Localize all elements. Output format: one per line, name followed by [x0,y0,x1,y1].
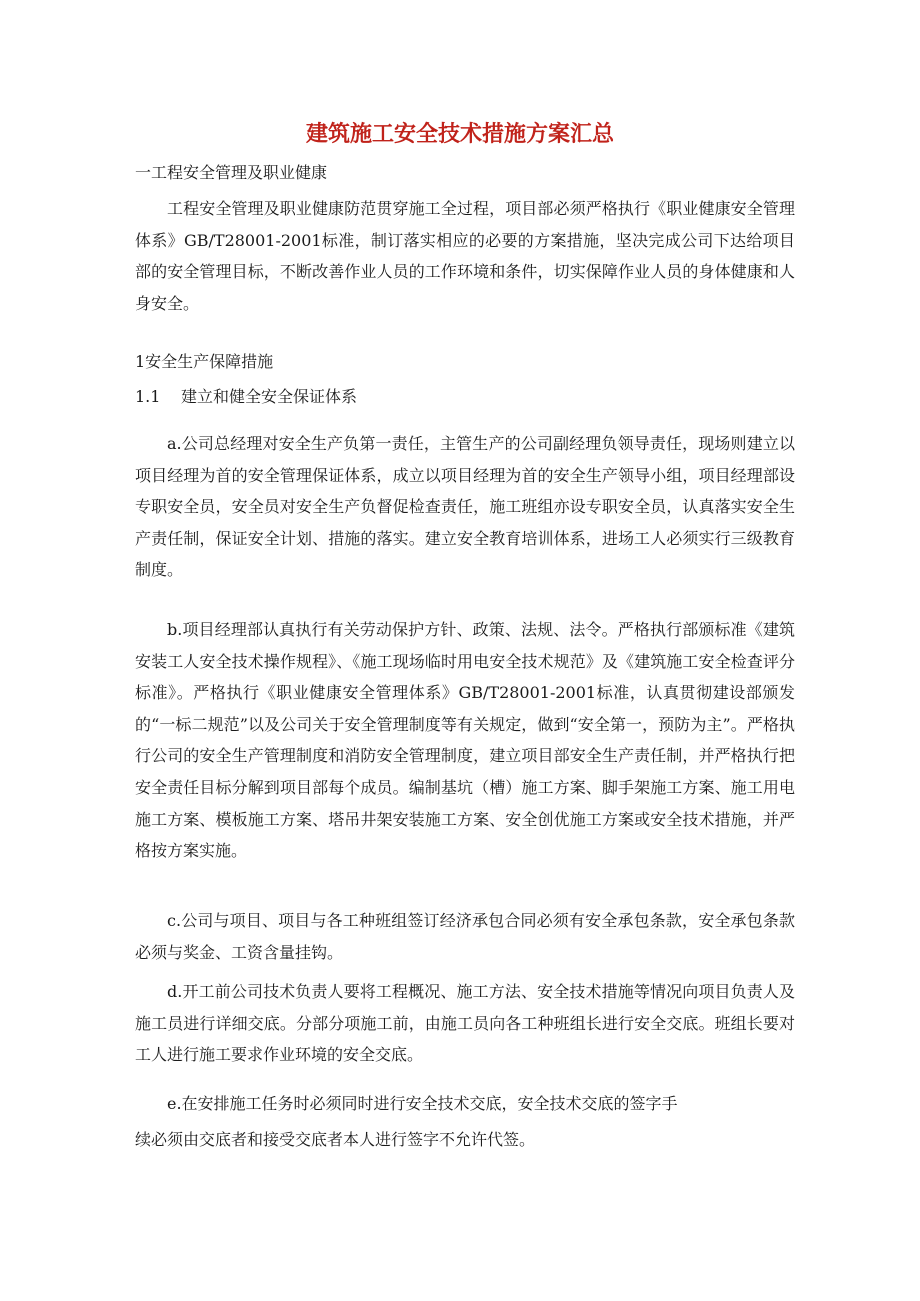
paragraph-c: c.公司与项目、项目与各工种班组签订经济承包合同必须有安全承包条款，安全承包条款必须与奖金、工资含量挂钩。 [135,911,795,962]
sub-heading-1-1-number: 1.1 [135,387,161,406]
sub-heading-1-1 [135,387,357,407]
paragraph-d: d.开工前公司技术负责人要将工程概况、施工方法、安全技术措施等情况向项目负责人及施工员进行详细交底。分部分项施工前，由施工员向各工种班组长进行安全交底。班组长要对工人进行施工要求作业环境的安全交底。 [135,982,795,1065]
intro-paragraph: 工程安全管理及职业健康防范贯穿施工全过程，项目部必须严格执行《职业健康安全管理体系》GB/T28001-2001标准，制订落实相应的必要的方案措施，坚决完成公司下达给项目部的安全管理目标，不断改善作业人员的工作环境和条件，切实保障作业人员的身体健康和人身安全。 [135,199,795,313]
document-title: 建筑施工安全技术措施方案汇总 [305,122,614,147]
paragraph-e-line-1: e.在安排施工任务时必须同时进行安全技术交底，安全技术交底的签字手 [167,1094,678,1113]
section-heading: 一工程安全管理及职业健康 [135,163,328,182]
paragraph-b: b.项目经理部认真执行有关劳动保护方针、政策、法规、法令。严格执行部颁标准《建筑安装工人安全技术操作规程》、《施工现场临时用电安全技术规范》及《建筑施工安全检查评分标准》。严格执行《职业健康安全管理体系》GB/T28001-2001标准，认真贯彻建设部颁发的“一标二规范”以及公司关于安全管理制度等有关规定，做到“安全第一，预防为主”。严格执行公司的安全生产管理制度和消防安全管理制度，建立项目部安全生产责任制，并严格执行把安全责任目标分解到项目部每个成员。编制基坑（槽）施工方案、脚手架施工方案、施工用电施工方案、模板施工方案、塔吊井架安装施工方案、安全创优施工方案或安全技术措施，并严格按方案实施。 [135,620,795,861]
sub-heading-safety-measures: 1安全生产保障措施 [135,352,274,371]
paragraph-e-line-2: 续必须由交底者和接受交底者本人进行签字不允许代签。 [135,1130,536,1149]
paragraph-a: a.公司总经理对安全生产负第一责任，主管生产的公司副经理负领导责任，现场则建立以项目经理为首的安全管理保证体系，成立以项目经理为首的安全生产领导小组，项目经理部设专职安全员，安全员对安全生产负督促检查责任，施工班组亦设专职安全员，认真落实安全生产责任制，保证安全计划、措施的落实。建立安全教育培训体系，进场工人必须实行三级教育制度。 [135,434,795,580]
sub-heading-1-1-text: 建立和健全安全保证体系 [181,387,358,406]
